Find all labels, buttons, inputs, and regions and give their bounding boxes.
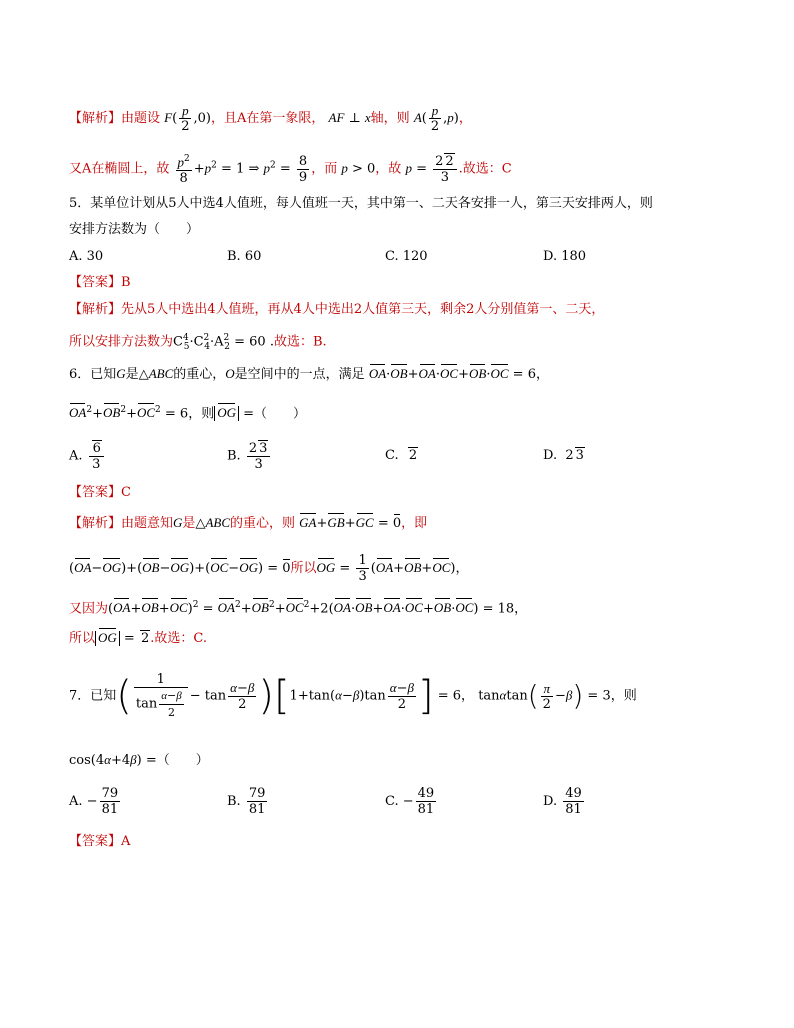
q6-stem-line1: 6．已知G是△ABC的重心，O是空间中的一点，满足 OA·OB+OA·OC+OB·OC = 6， bbox=[69, 366, 549, 382]
q6-analysis-line4: 所以 OG = 2.故选：C. bbox=[69, 630, 207, 646]
q7-option-c: C. − $\frac{49}{81}$ bbox=[385, 786, 435, 817]
q5-analysis-line2: 所以安排方法数为$C^4_5\cdot C^2_4\cdot A^2_2 = 60$ .故选：B. bbox=[69, 333, 327, 352]
q6-stem-line2: $OA^2+OB^2+OC^2 = 6$，则 OG =（ ） bbox=[69, 405, 307, 422]
q5-option-d: D. 180 bbox=[543, 249, 587, 264]
q5-option-c: C. 120 bbox=[385, 249, 428, 264]
q7-option-b: B. $\frac{79}{81}$ bbox=[227, 786, 266, 817]
q7-option-d: D. $\frac{49}{81}$ bbox=[543, 786, 582, 817]
q6-option-d: D. 2 3 bbox=[543, 448, 584, 463]
analysis-tag: 【解析】 bbox=[69, 111, 122, 126]
q6-answer: 【答案】C bbox=[69, 485, 131, 500]
q7-answer: 【答案】A bbox=[69, 834, 131, 849]
q6-option-c: C. 2 bbox=[385, 448, 418, 463]
q5-option-a: A. 30 bbox=[69, 249, 104, 264]
q5-option-b: B. 60 bbox=[227, 249, 262, 264]
q6-option-a: A. $\frac{6}{3}$ bbox=[69, 440, 106, 472]
q7-stem-line1: 7．已知( 1 tan $\frac{\alpha-\beta}{2}$ − tan $\frac{\alpha-\beta}{2}$ )[1+tan(α−β)tan $\frac{\alpha-\beta}{2}$ ] = 6， tanαtan( $\frac{\pi}{2}$ −β) = 3，则 bbox=[69, 672, 637, 719]
q5-stem-line2: 安排方法数为（ ） bbox=[69, 222, 200, 237]
q5-stem-line1: 5．某单位计划从5人中选4人值班，每人值班一天，其中第一、二天各安排一人，第三天安排两人，则 bbox=[69, 196, 653, 211]
q5-answer: 【答案】B bbox=[69, 275, 131, 290]
q7-stem-line2: cos(4α+4β) =（ ） bbox=[69, 752, 209, 768]
q4-analysis-line1: 【解析】由题设 F( $\frac{p}{2}$ ,0)，且A在第一象限， AF ⊥ x轴，则 A( $\frac{p}{2}$ ,p)， bbox=[69, 103, 472, 134]
q5-analysis-line1: 【解析】先从5人中选出4人值班，再从4人中选出2人值第三天，剩余2人分别值第一、二天， bbox=[69, 302, 605, 317]
q6-analysis-line3: 又因为$(OA+OB+OC)^2 = OA^2+OB^2+OC^2+2(OA\cdot OB+OA\cdot OC+OB\cdot OC) = 18$， bbox=[69, 600, 528, 617]
q6-analysis-line1: 【解析】由题意知G是△ABC的重心，则 GA+GB+GC = 0，即 bbox=[69, 515, 428, 531]
q7-option-a: A. − $\frac{79}{81}$ bbox=[69, 786, 119, 817]
q6-analysis-line2: (OA−OG)+(OB−OG)+(OC−OG) = 0所以OG = $\frac{1}{3}$ (OA+OB+OC)， bbox=[69, 553, 469, 584]
q4-analysis-line2: 又A在椭圆上，故 $\frac{p^2}{8}$ $+p^2 = 1$ ⇒ $p^2$ = $\frac{8}{9}$ ，而 p > 0，故 p = $\frac{2 2}{3}$ .故选：C bbox=[69, 153, 512, 187]
q6-option-b: B. $\frac{2 3}{3}$ bbox=[227, 440, 272, 472]
